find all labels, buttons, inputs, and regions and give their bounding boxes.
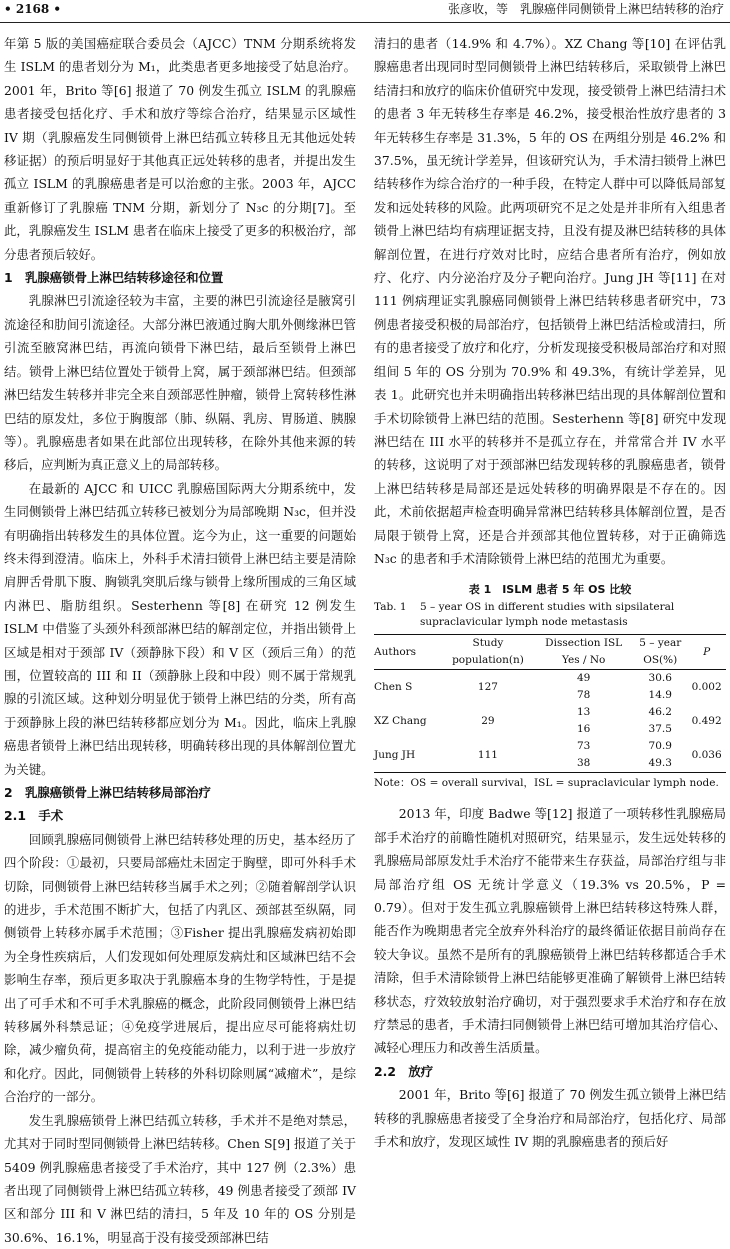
section-2-2-paragraph: 2001 年，Brito 等[6] 报道了 70 例发生孤立锁骨上淋巴结转移的乳腺癌患者接受了全身治疗和局部治疗，包括化疗、局部手术和放疗，发现区域性 IV 期的乳腺癌患者的预后好 <box>374 1087 726 1150</box>
continued-paragraph: 清扫的患者（14.9% 和 4.7%）。XZ Chang 等[10] 在评估乳腺癌患者出现同时型同侧锁骨上淋巴结转移后，采取锁骨上淋巴结清扫和放疗的临床价值研究中发现，接受锁骨上淋巴结清扫术的患者 3 年无转移生存率是 46.2%，接受根治性放疗患者的 3 年无转移生存率是 31.3%，5 年的 OS 在两组分别是 46.2% 和 37.5%，虽无统计学差异，但该研究认为，手术清扫锁骨上淋巴结转移作为综合治疗的一种手段，在特定人群中可以降低局部复发和远处转移的风险。此两项研究不足之处是并非所有入组患者锁骨上淋巴结均有病理证据支持，且没有提及淋巴结转移的具体解剖位置，在进行疗效对比时，应结合患者所有治疗，例如放疗、化疗、内分泌治疗及分子靶向治疗。Jung JH 等[11] 在对 111 例病理证实乳腺癌同侧锁骨上淋巴结转移患者研究中，73 例患者接受积极的局部治疗，包括锁骨上淋巴结活检或清扫，所有的患者接受了放疗和化疗，分析发现接受积极局部治疗和对照组间 5 年的 OS 分别为 70.9% 和 49.3%，有统计学差异，见表 1。此研究也并未明确指出转移淋巴结出现的具体解剖位置和手术切除锁骨上淋巴结的范围。Sesterhenn 等[8] 研究中发现淋巴结在 III 水平的转移并不是孤立存在，并常常合并 IV 水平的转移，这说明了对于颈部淋巴结发现转移的乳腺癌患者，锁骨上淋巴结转移是局部还是远处转移的明确界限是不存在的。因此，术前依据超声检查明确异常淋巴结转移具体解剖位置，是否局限于锁骨上窝，还是合并颈部其他位置转移，对于正确筛选 N₃c 的患者和手术清除锁骨上淋巴结的范围尤为重要。 <box>374 36 726 566</box>
section-1-paragraph-1: 乳腺淋巴引流途径较为丰富，主要的淋巴引流途径是腋窝引流途径和肋间引流途径。大部分淋巴液通过胸大肌外侧缘淋巴管引流至腋窝淋巴结，再流向锁骨下淋巴结，最后至锁骨上淋巴结。锁骨上淋巴结位置处于锁骨上窝，属于颈部淋巴结。但颈部淋巴结发生转移并非完全来自颈部恶性肿瘤，锁骨上窝转移性淋巴结的原发灶，多位于胸腹部（肺、纵隔、乳房、胃肠道、胰腺等）。乳腺癌患者如果在此部位出现转移，在除外其他来源的转移后，应判断为真正意义上的局部转移。 <box>4 293 356 473</box>
table-row: 78 14.9 <box>576 689 672 702</box>
table-row: Jung JH 111 73 70.9 0.036 <box>374 738 726 755</box>
page-header <box>0 0 730 23</box>
header-p: P <box>687 635 726 670</box>
left-column <box>4 32 356 1245</box>
table-row: 16 37.5 <box>576 723 672 736</box>
section-1-paragraph-2: 在最新的 AJCC 和 UICC 乳腺癌国际两大分期系统中，发生同侧锁骨上淋巴结孤立转移已被划分为局部晚期 N₃c，但并没有明确指出转移发生的具体位置。迄今为止，这一重要的问题始终未得到澄清。临床上，外科手术清扫锁骨上淋巴结主要是清除肩胛舌骨肌下腹、胸锁乳突肌后缘与锁骨上缘所围成的三角区域内淋巴、脂肪组织。Sesterhenn 等[8] 在研究 12 例发生 ISLM 中借鉴了头颈外科颈部淋巴结的解剖定位，并指出锁骨上区域是相对于颈部 IV（颈静脉下段）和 V 区（颈后三角）的范围，位置较高的 III 和 II（颈静脉上段和中段）则不属于常规乳腺的引流区域。这种划分明显优于锁骨上淋巴结的分类，所有高于颈静脉上段的淋巴结转移都应划分为 M₁。因此，临床上乳腺癌患者锁骨上淋巴结出现转移，明确转移出现的具体解剖位置尤为关键。 <box>4 480 356 777</box>
intro-paragraph: 年第 5 版的美国癌症联合委员会（AJCC）TNM 分期系统将发生 ISLM 的患者划分为 M₁，此类患者更多地接受了姑息治疗。2001 年，Brito 等[6] 报道了 70 例发生孤立 ISLM 的乳腺癌患者接受包括化疗、手术和放疗等综合治疗，结果显示区域性 IV 期（乳腺癌发生同侧锁骨上淋巴结孤立转移且无其他远处转移证据）的预后明显好于其他真正远处转移的患者，并提出发生孤立 ISLM 的乳腺癌患者是可以治愈的主张。2003 年，AJCC 重新修订了乳腺癌 TNM 分期，新划分了 N₃c 的分期[7]。至此，乳腺癌发生 ISLM 患者在临床上接受了更多的积极治疗，部分患者预后较好。 <box>4 36 356 262</box>
os-comparison-table <box>374 634 726 773</box>
table-row: XZ Chang 29 13 46.2 0.492 <box>374 706 722 727</box>
header-dissection-isl: Dissection ISL Yes / No <box>534 635 633 670</box>
header-study-population: Study population(n) <box>442 635 534 670</box>
header-authors: Authors <box>374 635 442 670</box>
section-2-1-heading: 2.1 手术 <box>4 808 64 824</box>
badwe-paragraph: 2013 年，印度 Badwe 等[12] 报道了一项转移性乳腺癌局部手术治疗的前瞻性随机对照研究，结果显示，发生远处转移的乳腺癌局部原发灶手术治疗不能带来生存获益，局部治疗组与非局部治疗组 OS 无统计学意义（19.3% vs 20.5%，P = 0.79）。但对于发生孤立乳腺癌锁骨上淋巴结转移这特殊人群，能否作为晚期患者完全放弃外科治疗的最终循证依据目前尚存在较大争议。虽然不是所有的乳腺癌锁骨上淋巴结转移都适合手术清除，但手术清除锁骨上淋巴结能够更准确了解锁骨上淋巴结转移状态，疗效较放射治疗确切，对于强烈要求手术治疗和存在放疗禁忌的患者，手术清扫同侧锁骨上淋巴结可增加其治疗信心、减轻心理压力和改善生活质量。 <box>374 806 726 1056</box>
table-note: Note：OS = overall survival，ISL = supraclavicular lymph node. <box>374 777 719 790</box>
page-number: • 2168 • <box>4 2 62 16</box>
section-2-heading: 2 乳腺癌锁骨上淋巴结转移局部治疗 <box>4 785 211 800</box>
table-row: 38 49.3 <box>374 755 726 773</box>
header-5-year-os: 5 – year OS(%) <box>633 635 687 670</box>
section-1-heading: 1 乳腺癌锁骨上淋巴结转移途径和位置 <box>4 270 224 286</box>
running-title: 张彦收，等 乳腺癌伴同侧锁骨上淋巴结转移的治疗 <box>447 2 724 16</box>
table-row: Chen S 127 49 30.6 0.002 <box>374 672 722 693</box>
section-2-1-paragraph-1: 回顾乳腺癌同侧锁骨上淋巴结转移处理的历史，基本经历了四个阶段：①最初，只要局部癌灶未固定于胸壁，即可外科手术切除，同侧锁骨上淋巴结转移当属手术之列；②随着解剖学认识的进步，手术范围不断扩大，包括了内乳区、颈部甚至纵隔，同侧锁骨上转移亦属手术范围；③Fisher 提出乳腺癌发病初始即为全身性疾病后，人们发现如何处理原发病灶和区域淋巴结不会影响生存率，预后更多取决于乳腺癌本身的生物学特性，于是提出了可手术和不可手术乳腺癌的概念，此阶段同侧锁骨上淋巴结转移属外科禁忌证；④免疫学进展后，提出应尽可能将病灶切除，减少瘤负荷，提高宿主的免疫能动能力，以利于进一步放疗和化疗。因此，同侧锁骨上转移的外科切除则属“减瘤术”，是综合治疗的一部分。 <box>4 831 356 1105</box>
right-column <box>374 32 726 1150</box>
table-english-title: 5 – year OS in different studies with sipsilateral supraclavicular lymph node metastasis <box>420 601 675 629</box>
table-title: 表 1 ISLM 患者 5 年 OS 比较 <box>468 583 632 597</box>
table-english-caption <box>374 600 726 630</box>
section-2-2-heading: 2.2 放疗 <box>374 1063 434 1079</box>
table-label: Tab. 1 <box>374 601 407 614</box>
section-2-1-paragraph-2: 发生乳腺癌锁骨上淋巴结孤立转移，手术并不是绝对禁忌，尤其对于同时型同侧锁骨上淋巴结转移。Chen S[9] 报道了关于 5409 例乳腺癌患者接受了手术治疗，其中 127 例（2.3%）患者出现了同侧锁骨上淋巴结孤立转移，49 例患者接受了颈部 IV 区和部分 III 和 V 淋巴结的清扫，5 年及 10 年的 OS 分别是 30.6%、16.1%，明显高于没有接受颈部淋巴结 <box>4 1112 356 1245</box>
